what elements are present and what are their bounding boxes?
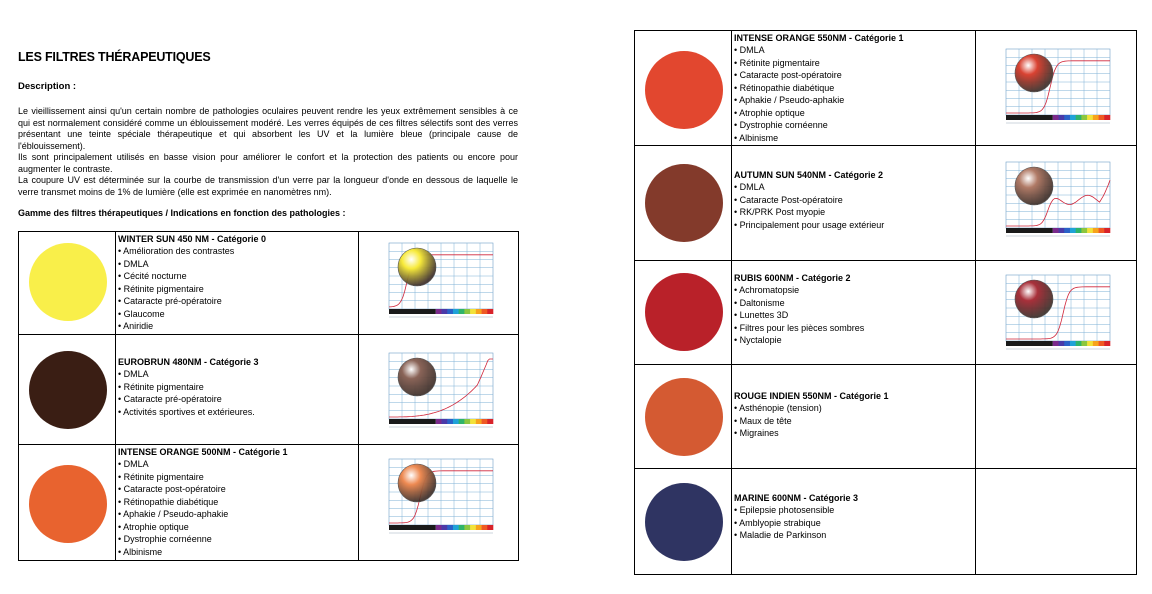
spectrum-band	[1059, 115, 1065, 120]
spectrum-uv	[1006, 228, 1053, 233]
spectrum-uv	[1006, 341, 1053, 346]
right-filter-table	[634, 30, 1137, 575]
color-cell	[19, 445, 116, 561]
text-cell	[732, 261, 976, 365]
indication-item: • DMLA	[118, 458, 356, 471]
filter-color-swatch	[645, 164, 723, 242]
spectrum-band	[464, 309, 470, 314]
spectrum-band	[1099, 341, 1105, 346]
indication-item: • Rétinopathie diabétique	[734, 82, 973, 95]
spectrum-uv	[389, 419, 436, 424]
text-cell	[732, 146, 976, 261]
indication-list	[734, 284, 973, 347]
filter-color-swatch	[29, 351, 107, 429]
transmission-chart	[381, 237, 497, 321]
description-label: Description :	[18, 81, 77, 92]
text-cell	[732, 469, 976, 575]
indication-item: • Cataracte pré-opératoire	[118, 393, 356, 406]
spectrum-band	[1081, 228, 1087, 233]
spectrum-band	[487, 525, 493, 530]
spectrum-band	[1099, 115, 1105, 120]
left-filter-table	[18, 231, 519, 561]
text-cell	[116, 445, 359, 561]
transmission-chart	[998, 156, 1114, 240]
filter-row	[19, 445, 519, 561]
filter-name: INTENSE ORANGE 500NM - Catégorie 1	[118, 447, 288, 457]
color-cell	[635, 261, 732, 365]
indication-item: • Albinisme	[118, 546, 356, 559]
indication-item: • Rétinite pigmentaire	[118, 471, 356, 484]
filter-color-swatch	[645, 378, 723, 456]
spectrum-band	[475, 309, 481, 314]
transmission-chart	[998, 43, 1114, 127]
filter-row	[635, 365, 1137, 469]
spectrum-band	[452, 419, 458, 424]
color-cell	[635, 469, 732, 575]
spectrum-band	[1093, 228, 1099, 233]
spectrum-band	[1087, 228, 1093, 233]
spectrum-band	[447, 419, 453, 424]
indication-item: • Atrophie optique	[118, 521, 356, 534]
spectrum-band	[470, 309, 476, 314]
filter-color-swatch	[645, 51, 723, 129]
spectrum-band	[1070, 228, 1076, 233]
indication-item: • Dystrophie cornéenne	[734, 119, 973, 132]
chart-cell	[976, 146, 1137, 261]
color-cell	[635, 365, 732, 469]
text-cell	[732, 31, 976, 146]
spectrum-band	[441, 309, 447, 314]
filter-row	[635, 261, 1137, 365]
indication-item: • RK/PRK Post myopie	[734, 206, 973, 219]
lens-sphere	[398, 358, 436, 396]
spectrum-band	[1059, 341, 1065, 346]
filter-color-swatch	[29, 243, 107, 321]
filter-row	[19, 335, 519, 445]
indication-item: • Aniridie	[118, 320, 356, 333]
spectrum-band	[481, 309, 487, 314]
spectrum-band	[1093, 115, 1099, 120]
spectrum-band	[1076, 341, 1082, 346]
spectrum-band	[1076, 115, 1082, 120]
intro-text	[18, 106, 518, 198]
indication-list	[734, 504, 973, 542]
spectrum-band	[1059, 228, 1065, 233]
indication-list	[734, 402, 973, 440]
spectrum-band	[1093, 341, 1099, 346]
spectrum-band	[452, 525, 458, 530]
indication-item: • Amélioration des contrastes	[118, 245, 356, 258]
spectrum-band	[464, 525, 470, 530]
indication-item: • Maux de tête	[734, 415, 973, 428]
indication-item: • Cataracte post-opératoire	[734, 69, 973, 82]
spectrum-uv	[389, 525, 436, 530]
spectrum-band	[1081, 341, 1087, 346]
indication-item: • DMLA	[118, 368, 356, 381]
indication-item: • Migraines	[734, 427, 973, 440]
spectrum-band	[1064, 228, 1070, 233]
spectrum-band	[1053, 341, 1059, 346]
page-title: LES FILTRES THÉRAPEUTIQUES	[18, 50, 211, 64]
indication-item: • Cécité nocturne	[118, 270, 356, 283]
indication-item: • Principalement pour usage extérieur	[734, 219, 973, 232]
filter-name: EUROBRUN 480NM - Catégorie 3	[118, 357, 259, 367]
indication-item: • Cataracte post-opératoire	[118, 483, 356, 496]
indication-item: • Atrophie optique	[734, 107, 973, 120]
spectrum-band	[1064, 115, 1070, 120]
spectrum-band	[1070, 115, 1076, 120]
spectrum-band	[1070, 341, 1076, 346]
indication-item: • DMLA	[118, 258, 356, 271]
spectrum-band	[475, 419, 481, 424]
spectrum-band	[447, 309, 453, 314]
filter-name: WINTER SUN 450 NM - Catégorie 0	[118, 234, 267, 244]
filter-name: RUBIS 600NM - Catégorie 2	[734, 273, 851, 283]
spectrum-band	[435, 419, 441, 424]
lens-sphere	[398, 248, 436, 286]
indication-item: • Filtres pour les pièces sombres	[734, 322, 973, 335]
indication-item: • Epilepsie photosensible	[734, 504, 973, 517]
spectrum-band	[1053, 115, 1059, 120]
chart-cell	[976, 261, 1137, 365]
indication-list	[734, 44, 973, 144]
filter-color-swatch	[645, 273, 723, 351]
text-cell	[732, 365, 976, 469]
indication-item: • Nyctalopie	[734, 334, 973, 347]
intro-paragraph-2: Ils sont principalement utilisés en basse vision pour améliorer le confort et la protection des patients ou encore pour augmenter le contraste.	[18, 152, 518, 174]
spectrum-band	[475, 525, 481, 530]
indication-item: • Albinisme	[734, 132, 973, 145]
chart-cell	[359, 335, 519, 445]
indication-item: • Rétinite pigmentaire	[734, 57, 973, 70]
color-cell	[19, 232, 116, 335]
filter-name: ROUGE INDIEN 550NM - Catégorie 1	[734, 391, 889, 401]
right-page	[634, 30, 1137, 575]
indication-item: • Asthénopie (tension)	[734, 402, 973, 415]
spectrum-band	[1087, 341, 1093, 346]
spectrum-band	[464, 419, 470, 424]
indication-list	[118, 368, 356, 418]
spectrum-uv	[1006, 115, 1053, 120]
spectrum-band	[435, 309, 441, 314]
filter-row	[635, 469, 1137, 575]
indication-item: • Dystrophie cornéenne	[118, 533, 356, 546]
spectrum-band	[481, 419, 487, 424]
spectrum-band	[458, 419, 464, 424]
filter-name: AUTUMN SUN 540NM - Catégorie 2	[734, 170, 884, 180]
spectrum-band	[1064, 341, 1070, 346]
transmission-chart	[998, 269, 1114, 353]
spectrum-band	[458, 525, 464, 530]
text-cell	[116, 335, 359, 445]
gamme-heading: Gamme des filtres thérapeutiques / Indications en fonction des pathologies :	[18, 208, 346, 218]
spectrum-band	[458, 309, 464, 314]
intro-paragraph-1: Le vieillissement ainsi qu'un certain nombre de pathologies oculaires peuvent rendre les yeux extrêmement sensibles à ce qui est normalement considéré comme un éblouissement modéré. Les verres équipés de ces filtres sélectifs sont des verres présentant une teinte spéciale thérapeutique et qui absorbent les UV et la lumière bleue (principale cause de l'éblouissement).	[18, 106, 518, 151]
indication-item: • Achromatopsie	[734, 284, 973, 297]
indication-item: • Glaucome	[118, 308, 356, 321]
indication-item: • Rétinopathie diabétique	[118, 496, 356, 509]
indication-item: • Lunettes 3D	[734, 309, 973, 322]
intro-paragraph-3: La coupure UV est déterminée sur la courbe de transmission d'un verre par la longueur d'onde en dessous de laquelle le verre transmet moins de 1% de lumière (elle est exprimée en nanomètres nm).	[18, 175, 518, 197]
indication-item: • Rétinite pigmentaire	[118, 381, 356, 394]
color-cell	[635, 31, 732, 146]
transmission-chart	[381, 347, 497, 431]
spectrum-band	[487, 309, 493, 314]
spectrum-band	[1104, 228, 1110, 233]
chart-cell	[359, 445, 519, 561]
spectrum-uv	[389, 309, 436, 314]
indication-item: • Maladie de Parkinson	[734, 529, 973, 542]
spectrum-band	[1053, 228, 1059, 233]
filter-row	[635, 146, 1137, 261]
transmission-chart	[381, 453, 497, 537]
spectrum-band	[470, 525, 476, 530]
spectrum-band	[441, 419, 447, 424]
spectrum-band	[435, 525, 441, 530]
indication-list	[118, 458, 356, 558]
chart-cell	[359, 232, 519, 335]
chart-cell	[976, 469, 1137, 575]
lens-sphere	[1015, 54, 1053, 92]
indication-item: • Cataracte Post-opératoire	[734, 194, 973, 207]
indication-list	[118, 245, 356, 333]
indication-list	[734, 181, 973, 231]
filter-color-swatch	[645, 483, 723, 561]
filter-name: INTENSE ORANGE 550NM - Catégorie 1	[734, 33, 904, 43]
filter-name: MARINE 600NM - Catégorie 3	[734, 493, 859, 503]
spectrum-band	[1104, 341, 1110, 346]
filter-row	[19, 232, 519, 335]
indication-item: • Aphakie / Pseudo-aphakie	[734, 94, 973, 107]
spectrum-band	[487, 419, 493, 424]
spectrum-band	[1087, 115, 1093, 120]
spectrum-band	[470, 419, 476, 424]
text-cell	[116, 232, 359, 335]
filter-row	[635, 31, 1137, 146]
indication-item: • DMLA	[734, 44, 973, 57]
chart-cell	[976, 31, 1137, 146]
spectrum-band	[1099, 228, 1105, 233]
indication-item: • Cataracte pré-opératoire	[118, 295, 356, 308]
indication-item: • Activités sportives et extérieures.	[118, 406, 356, 419]
spectrum-band	[447, 525, 453, 530]
spectrum-band	[1104, 115, 1110, 120]
spectrum-band	[1076, 228, 1082, 233]
lens-sphere	[1015, 280, 1053, 318]
indication-item: • DMLA	[734, 181, 973, 194]
lens-sphere	[398, 464, 436, 502]
left-page	[18, 50, 518, 561]
spectrum-band	[441, 525, 447, 530]
lens-sphere	[1015, 167, 1053, 205]
chart-cell	[976, 365, 1137, 469]
indication-item: • Daltonisme	[734, 297, 973, 310]
spectrum-band	[452, 309, 458, 314]
spectrum-band	[1081, 115, 1087, 120]
indication-item: • Rétinite pigmentaire	[118, 283, 356, 296]
filter-color-swatch	[29, 465, 107, 543]
color-cell	[635, 146, 732, 261]
indication-item: • Aphakie / Pseudo-aphakie	[118, 508, 356, 521]
color-cell	[19, 335, 116, 445]
spectrum-band	[481, 525, 487, 530]
indication-item: • Amblyopie strabique	[734, 517, 973, 530]
